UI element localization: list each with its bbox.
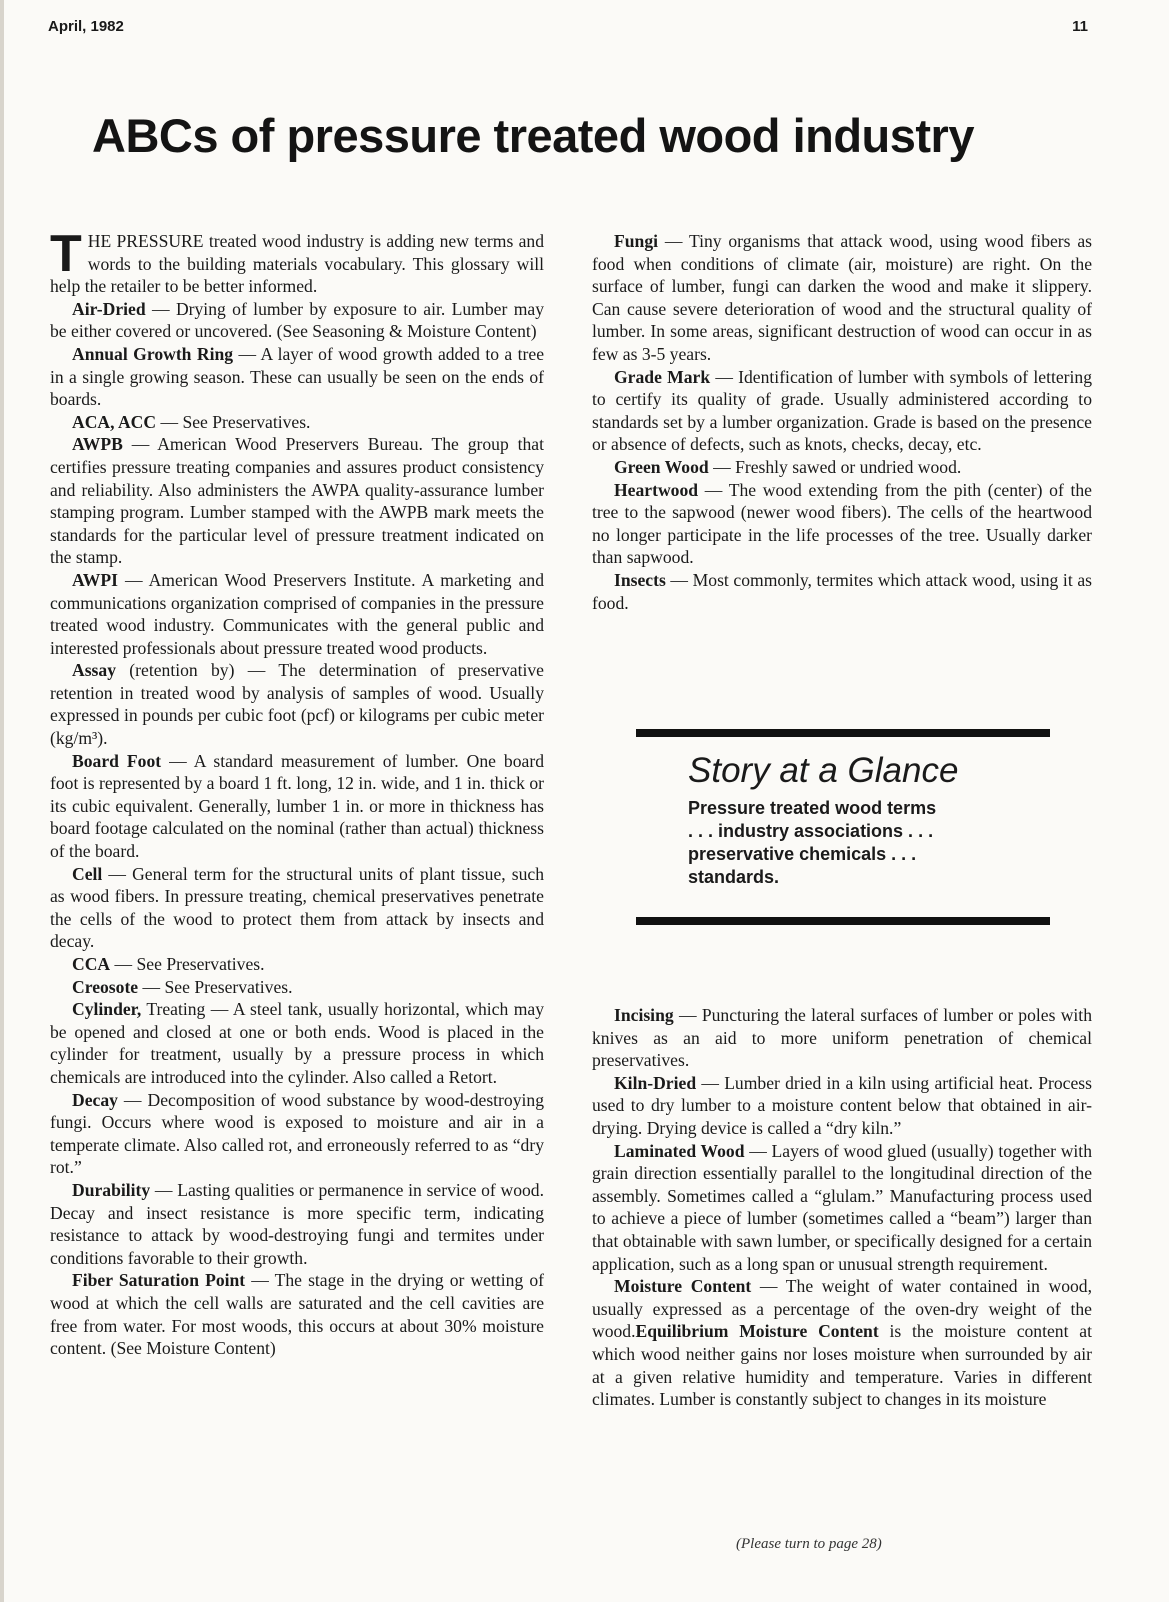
- glossary-entry: [592, 1072, 1092, 1140]
- glossary-entry: [592, 1004, 1092, 1072]
- entry-text: — A layer of wood growth added to a tree in a single growing season. These can usually be seen on the ends of boards.: [50, 343, 544, 410]
- glossary-entry: [592, 479, 1092, 569]
- glossary-entry: [50, 411, 544, 434]
- entry-term: Insects: [614, 569, 666, 590]
- entry-text: — See Preservatives.: [156, 411, 311, 432]
- glossary-entry: [50, 433, 544, 569]
- glossary-entry: [592, 569, 1092, 614]
- entry-term: Laminated Wood: [614, 1140, 745, 1161]
- entry-term: Heartwood: [614, 479, 699, 500]
- entry-term: Cell: [72, 863, 103, 884]
- glossary-entry: [592, 1275, 1092, 1411]
- entry-text: — American Wood Preservers Bureau. The group that certifies pressure treating companies and assures product consistency and reliability. Also administers the AWPA quality-assurance lumber stamping program. Lumber stamped with the AWPB mark meets the standards for the particular level of pressure treatment indicated on the stamp.: [50, 434, 544, 568]
- glance-line: Pressure treated wood terms: [688, 798, 937, 818]
- glossary-entry: [592, 366, 1092, 456]
- glance-line: . . . industry associations . . .: [688, 821, 934, 841]
- intro-text: HE PRESSURE treated wood industry is adding new terms and words to the building materials vocabulary. This glossary will help the retailer to be better informed.: [50, 231, 544, 297]
- entry-text: Treating — A steel tank, usually horizontal, which may be opened and closed at one or both ends. Wood is placed in the cylinder for treatment, usually by a pressure process in which chemicals are introduced into the cylinder. Also called a Retort.: [50, 999, 544, 1087]
- entry-text: — Puncturing the lateral surfaces of lumber or poles with knives as an aid to more uniform penetration of chemical preservatives.: [592, 1005, 1092, 1071]
- right-column-top: [592, 230, 1092, 614]
- entry-term: Moisture Content: [614, 1276, 752, 1297]
- entry-text: — Identification of lumber with symbols of lettering to certify its quality of grade. Usually administered according to standards set by a lumber organization. Grade is based on the presence or absence of defects, such as knots, checks, decay, etc.: [592, 366, 1092, 455]
- entry-term: Fungi: [614, 231, 659, 251]
- glossary-entry: [50, 998, 544, 1088]
- intro-paragraph: [50, 225, 544, 298]
- entry-text: — A standard measurement of lumber. One board foot is represented by a board 1 ft. long, 12 in. wide, and 1 in. thick or its cubic equivalent. Generally, lumber 1 in. or more in thickness has board footage calculated on the nominal (rather than actual) thickness of the board.: [50, 750, 544, 862]
- entry-text: — Freshly sawed or undried wood.: [708, 456, 962, 477]
- entry-text: (retention by) — The determination of preservative retention in treated wood by analysis of samples of wood. Usually expressed in pounds per cubic foot (pcf) or kilograms per cubic meter (kg/m³).: [50, 660, 544, 749]
- glossary-entry: [50, 343, 544, 411]
- glossary-entry: [50, 976, 544, 999]
- entry-text: — General term for the structural units of plant tissue, such as wood fibers. In pressure treating, chemical preservatives penetrate the cells of the wood to protect them from attack by insects and decay.: [50, 863, 544, 952]
- glance-title: Story at a Glance: [688, 751, 959, 790]
- entry-text: — The stage in the drying or wetting of wood at which the cell walls are saturated and the cell cavities are free from water. For most woods, this occurs at about 30% moisture content. (See Moisture Content): [50, 1270, 544, 1359]
- entry-text: — Lumber dried in a kiln using artificial heat. Process used to dry lumber to a moisture content below that obtained in air-drying. Drying device is called a “dry kiln.”: [592, 1072, 1092, 1138]
- glossary-entry: [50, 1179, 544, 1269]
- entry-term: Creosote: [72, 976, 139, 997]
- glossary-entry: [50, 569, 544, 659]
- glossary-entry: [50, 659, 544, 749]
- entry-text: — Most commonly, termites which attack wood, using it as food.: [592, 569, 1092, 613]
- glance-summary: [688, 797, 1048, 889]
- entry-term: Fiber Saturation Point: [72, 1270, 246, 1291]
- entry-term: Assay: [72, 660, 116, 681]
- entry-subterm: Equilibrium Moisture Content: [635, 1321, 879, 1342]
- entry-term: AWPB: [72, 434, 123, 455]
- page-binding-edge: [0, 0, 4, 1602]
- glossary-entry: [592, 456, 1092, 479]
- glance-top-rule: [636, 729, 1050, 737]
- entry-text: — Layers of wood glued (usually) together with grain direction essentially parallel to the longitudinal direction of the assembly. Sometimes called a “glulam.” Manufacturing process used to achieve a piece of lumber (sometimes called a “beam”) larger than that obtainable with sawn lumber, or specifically designed for a certain application, such as a long span or unusual strength requirement.: [592, 1140, 1092, 1274]
- entry-term: Green Wood: [614, 456, 709, 477]
- glossary-entry: [50, 298, 544, 343]
- entry-text: — See Preservatives.: [110, 954, 265, 974]
- glossary-entry: [50, 1269, 544, 1359]
- entry-term: Kiln-Dried: [614, 1072, 697, 1093]
- story-at-a-glance-box: [636, 729, 1050, 925]
- entry-text: — Decomposition of wood substance by wood-destroying fungi. Occurs where wood is exposed to moisture and air in a temperate climate. Also called rot, and erroneously referred to as “dry rot.”: [50, 1089, 544, 1178]
- entry-term: Decay: [72, 1089, 118, 1110]
- glossary-entry: [592, 230, 1092, 366]
- page-number: 11: [1072, 18, 1088, 35]
- entry-text: — Drying of lumber by exposure to air. Lumber may be either covered or uncovered. (See Seasoning & Moisture Content): [50, 298, 544, 342]
- glance-line: standards.: [688, 867, 780, 887]
- glossary-entry: [50, 863, 544, 953]
- glance-line: preservative chemicals . . .: [688, 844, 917, 864]
- article-title: ABCs of pressure treated wood industry: [92, 109, 974, 162]
- drop-cap: T: [50, 225, 82, 283]
- entry-term: Grade Mark: [614, 366, 711, 387]
- glossary-entry: [50, 750, 544, 863]
- entry-term: AWPI: [72, 569, 118, 590]
- continued-note: (Please turn to page 28): [736, 1536, 882, 1552]
- entry-term: Incising: [614, 1005, 674, 1025]
- glossary-entry: [50, 953, 544, 976]
- glossary-entry: [592, 1140, 1092, 1276]
- entry-term: Air-Dried: [72, 298, 146, 319]
- entry-term: ACA, ACC: [72, 411, 157, 432]
- entry-term: Board Foot: [72, 750, 162, 771]
- right-column-bottom: [592, 1004, 1092, 1411]
- entry-term: Annual Growth Ring: [72, 343, 234, 364]
- entry-term: CCA: [72, 954, 111, 974]
- entry-text: — American Wood Preservers Institute. A marketing and communications organization comprised of companies in the pressure treated wood industry. Communicates with the general public and interested professionals about pressure treated wood products.: [50, 569, 544, 658]
- glance-bottom-rule: [636, 917, 1050, 925]
- entry-subtext: is the moisture content at which wood neither gains nor loses moisture when surrounded by air at a given relative humidity and temperature. Varies in different climates. Lumber is constantly subject to changes in its moisture: [592, 1321, 1092, 1410]
- entry-term: Durability: [72, 1179, 151, 1200]
- entry-text: — Lasting qualities or permanence in service of wood. Decay and insect resistance is more specific term, indicating resistance to attack by wood-destroying fungi and termites under conditions favorable to their growth.: [50, 1179, 544, 1268]
- entry-term: Cylinder,: [72, 999, 142, 1020]
- glossary-entry: [50, 1089, 544, 1179]
- issue-date: April, 1982: [48, 18, 124, 35]
- entry-text: — See Preservatives.: [138, 976, 293, 997]
- left-column: [50, 225, 544, 1360]
- entry-text: — Tiny organisms that attack wood, using wood fibers as food when conditions of climate (air, moisture) are right. On the surface of lumber, fungi can darken the wood and make it slippery. Can cause severe deterioration of wood and the structural quality of lumber. In some areas, significant destruction of wood can occur in as few as 3-5 years.: [592, 231, 1092, 364]
- entry-text: — The weight of water contained in wood, usually expressed as a percentage of the oven-dry weight of the wood.: [592, 1276, 1092, 1342]
- entry-text: — The wood extending from the pith (center) of the tree to the sapwood (newer wood fibers). The cells of the heartwood no longer participate in the life processes of the tree. Usually darker than sapwood.: [592, 479, 1092, 568]
